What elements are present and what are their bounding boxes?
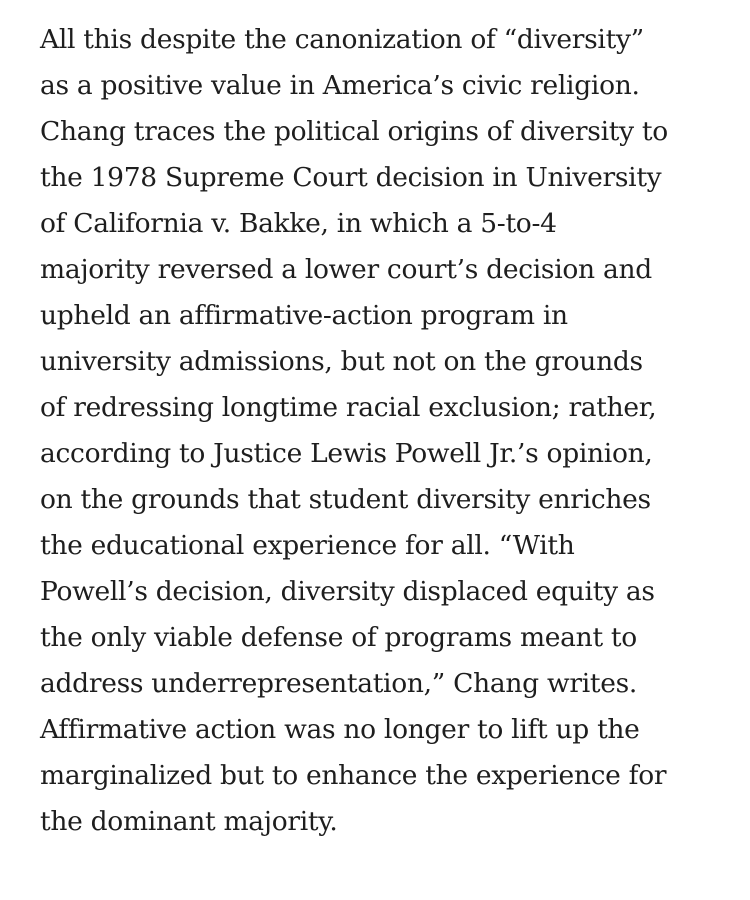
paragraph-line: university admissions, but not on the grounds: [40, 346, 643, 377]
paragraph-line: majority reversed a lower court’s decision and: [40, 254, 652, 285]
paragraph-line: All this despite the canonization of “diversity”: [40, 24, 644, 55]
paragraph-line: of California v. Bakke, in which a 5-to-4: [40, 208, 557, 239]
paragraph-line: Powell’s decision, diversity displaced equity as: [40, 576, 655, 607]
paragraph-line: the dominant majority.: [40, 806, 338, 837]
paragraph-line: Chang traces the political origins of diversity to: [40, 116, 668, 147]
paragraph-line: on the grounds that student diversity enriches: [40, 484, 651, 515]
paragraph-line: marginalized but to enhance the experience for: [40, 760, 667, 791]
paragraph-line: upheld an affirmative-action program in: [40, 300, 568, 331]
paragraph-line: according to Justice Lewis Powell Jr.’s opinion,: [40, 438, 653, 469]
paragraph-line: of redressing longtime racial exclusion; rather,: [40, 392, 657, 423]
paragraph-line: as a positive value in America’s civic religion.: [40, 70, 640, 101]
paragraph-line: the 1978 Supreme Court decision in University: [40, 162, 662, 193]
paragraph-line: address underrepresentation,” Chang writes.: [40, 668, 638, 699]
paragraph-line: the only viable defense of programs meant to: [40, 622, 637, 653]
paragraph-line: the educational experience for all. “With: [40, 530, 575, 561]
paragraph-line: Affirmative action was no longer to lift up the: [40, 714, 640, 745]
